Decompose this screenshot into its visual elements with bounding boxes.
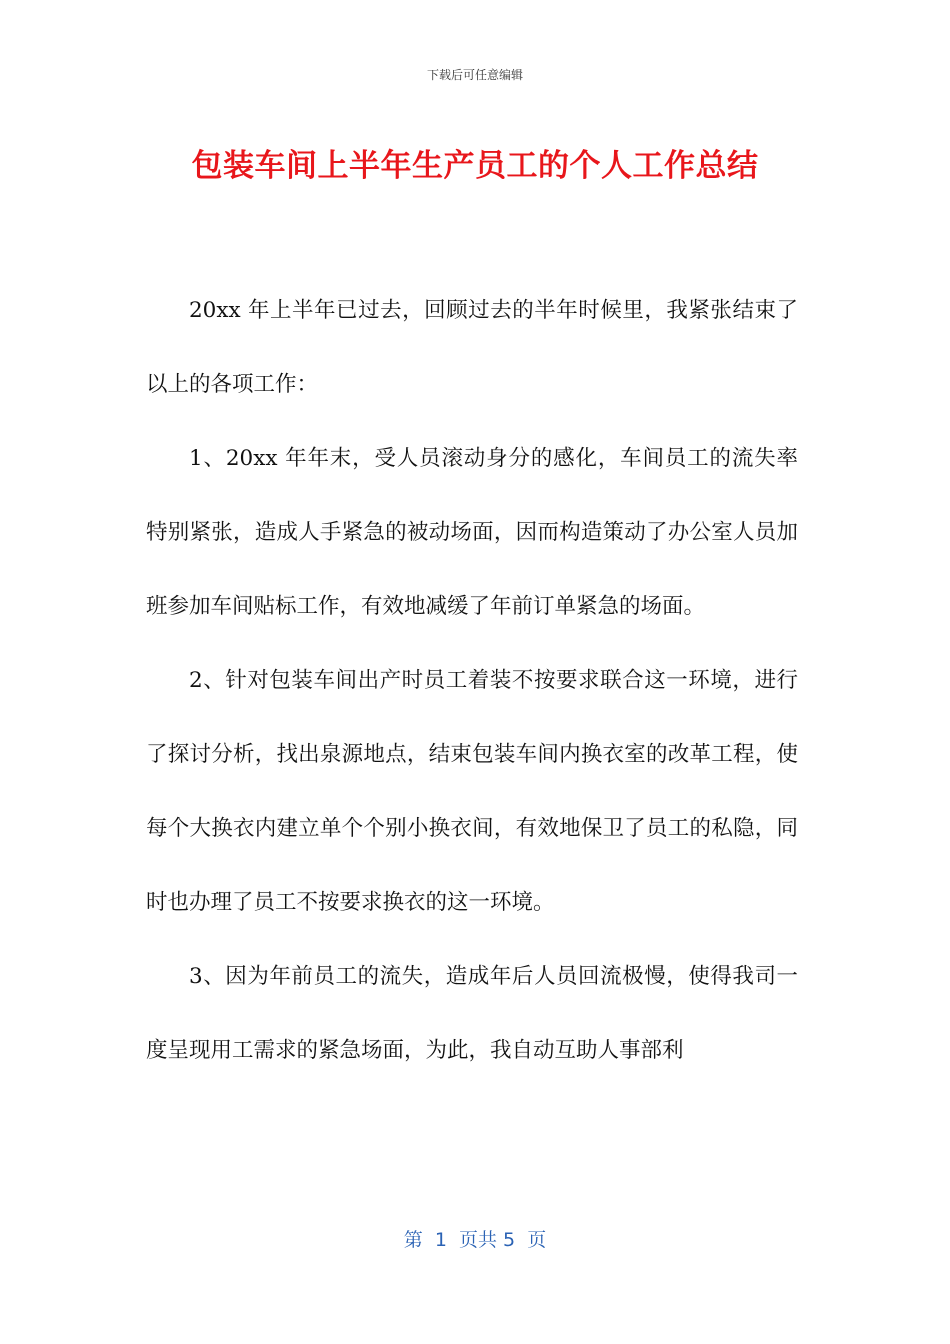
paragraph-item-3: 3、因为年前员工的流失，造成年后人员回流极慢，使得我司一度呈现用工需求的紧急场面，为此，我自动互助人事部利 [146, 964, 798, 1063]
page-header-note: 下载后可任意编辑 [426, 68, 523, 82]
page-number: 第 1 页共 5 页 [403, 1229, 547, 1251]
paragraph-item-2: 2、针对包装车间出产时员工着装不按要求联合这一环境，进行了探讨分析，找出泉源地点，结束包装车间内换衣室的改革工程，使每个大换衣内建立单个个别小换衣间，有效地保卫了员工的私隐，同时也办理了员工不按要求换衣的这一环境。 [146, 668, 798, 915]
document-body [146, 274, 798, 1088]
paragraph-intro: 20xx 年上半年已过去，回顾过去的半年时候里，我紧张结束了以上的各项工作： [146, 298, 798, 397]
document-title: 包装车间上半年生产员工的个人工作总结 [191, 148, 759, 184]
paragraph-item-1: 1、20xx 年年末，受人员滚动身分的感化，车间员工的流失率特别紧张，造成人手紧急的被动场面，因而构造策动了办公室人员加班参加车间贴标工作，有效地减缓了年前订单紧急的场面。 [146, 446, 798, 619]
